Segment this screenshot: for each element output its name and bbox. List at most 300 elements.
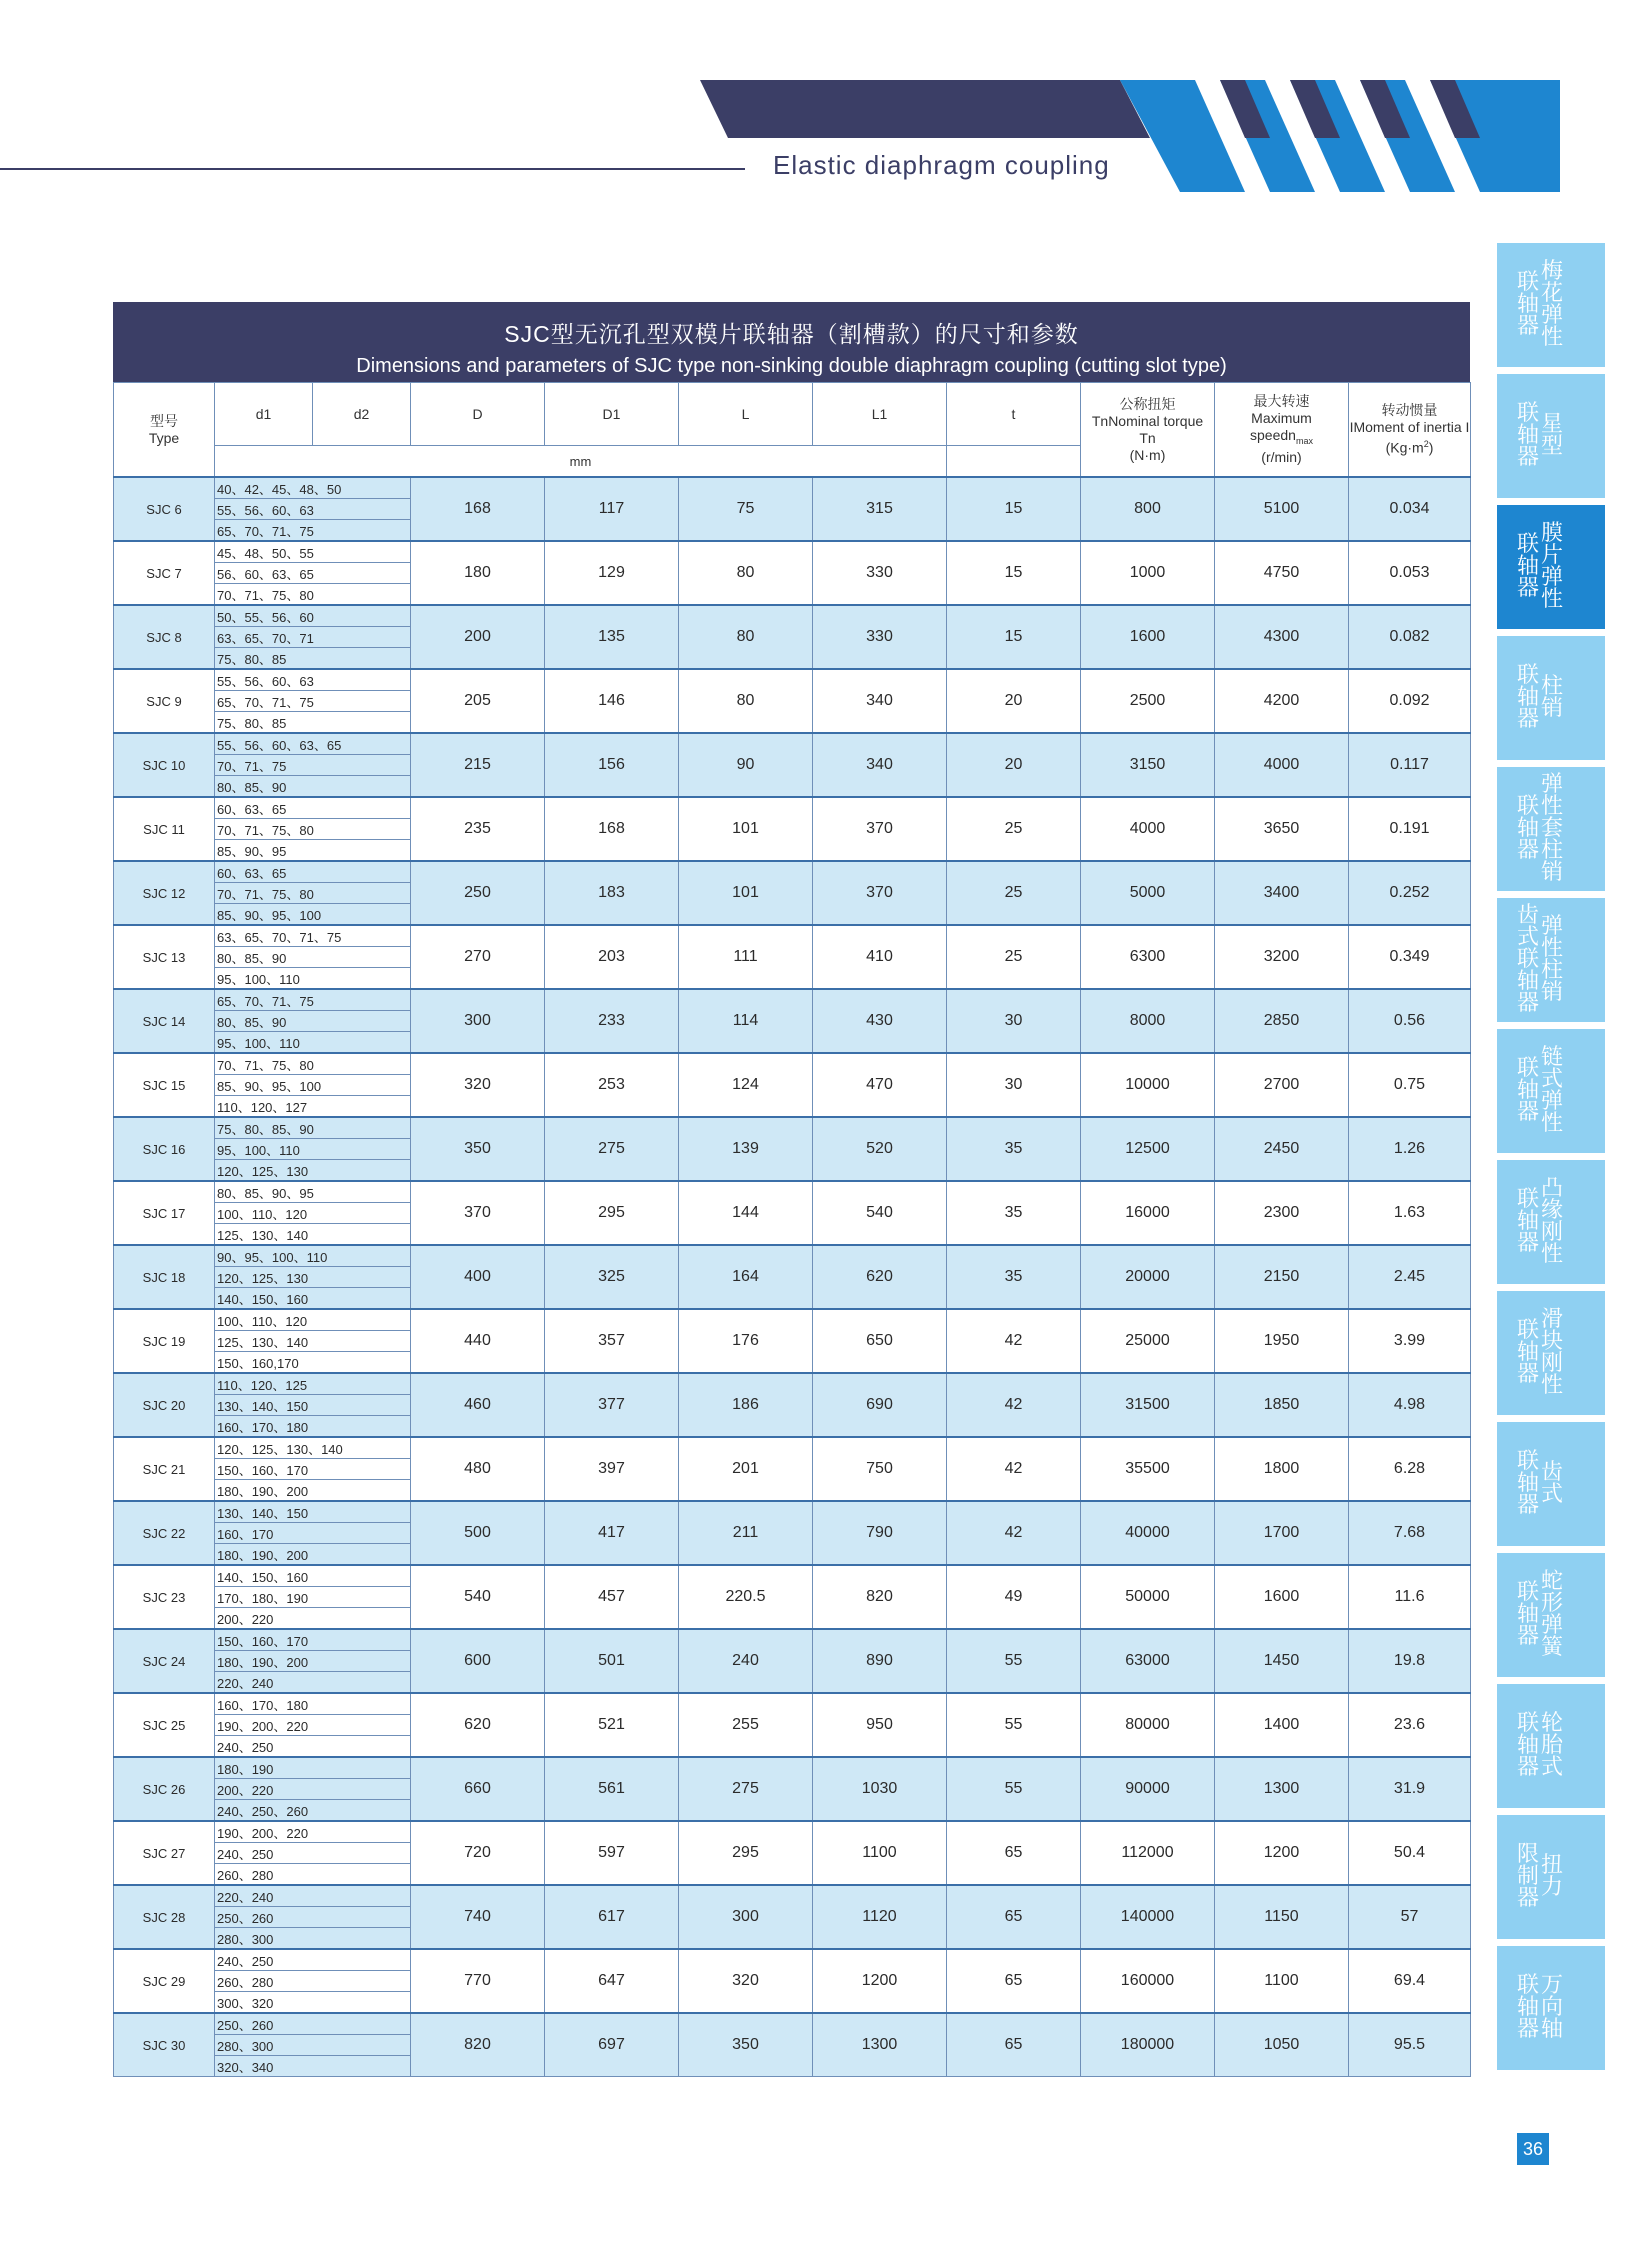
header-inertia: 转动惯量 IMoment of inertia I $(Kg\cdot m^2)$: [1349, 383, 1471, 478]
cell-i: 3.99: [1349, 1309, 1471, 1373]
cell-d1: 180、190、200: [215, 1544, 411, 1566]
cell-d1: 55、56、60、63: [215, 499, 411, 520]
cell-i: 11.6: [1349, 1565, 1471, 1629]
sidenav-item[interactable]: [1497, 243, 1605, 367]
cell-d1: 561: [545, 1757, 679, 1821]
cell-l1: 1300: [813, 2013, 947, 2077]
cell-type: SJC 16: [114, 1117, 215, 1181]
cell-d: 168: [411, 477, 545, 541]
table-body: [114, 477, 1471, 2077]
sidenav-item-label-2: 万 向 轴: [1541, 1973, 1564, 2042]
cell-d1: 203: [545, 925, 679, 989]
header-d2: d2: [313, 383, 411, 446]
table-row: [114, 1181, 1471, 1203]
cell-d: 480: [411, 1437, 545, 1501]
cell-type: SJC 29: [114, 1949, 215, 2013]
table-row: [114, 541, 1471, 563]
cell-tn: 1600: [1081, 605, 1215, 669]
cell-d1: 130、140、150: [215, 1395, 411, 1416]
cell-l1: 370: [813, 797, 947, 861]
cell-type: SJC 12: [114, 861, 215, 925]
cell-l1: 315: [813, 477, 947, 541]
cell-tn: 25000: [1081, 1309, 1215, 1373]
cell-tn: 80000: [1081, 1693, 1215, 1757]
cell-d1: 56、60、63、65: [215, 563, 411, 584]
cell-l: 320: [679, 1949, 813, 2013]
cell-l1: 820: [813, 1565, 947, 1629]
cell-n: 2450: [1215, 1117, 1349, 1181]
cell-n: 1850: [1215, 1373, 1349, 1437]
cell-t: 42: [947, 1373, 1081, 1437]
cell-d: 770: [411, 1949, 545, 2013]
cell-d: 200: [411, 605, 545, 669]
cell-l1: 540: [813, 1181, 947, 1245]
cell-l: 240: [679, 1629, 813, 1693]
cell-type: SJC 7: [114, 541, 215, 605]
cell-d: 350: [411, 1117, 545, 1181]
cell-l1: 430: [813, 989, 947, 1053]
cell-d1: 521: [545, 1693, 679, 1757]
cell-d1: 45、48、50、55: [215, 541, 411, 563]
sidenav-item-label-1: 联 轴 器: [1517, 532, 1540, 601]
cell-d1: 95、100、110: [215, 1139, 411, 1160]
cell-d: 180: [411, 541, 545, 605]
table-row: [114, 669, 1471, 691]
cell-l: 275: [679, 1757, 813, 1821]
sidenav-item-label-1: 联 轴 器: [1517, 401, 1540, 470]
cell-d1: 180、190、200: [215, 1651, 411, 1672]
cell-d1: 117: [545, 477, 679, 541]
sidenav-item[interactable]: [1497, 1291, 1605, 1415]
cell-d: 820: [411, 2013, 545, 2077]
cell-t: 42: [947, 1437, 1081, 1501]
cell-d: 235: [411, 797, 545, 861]
cell-i: 31.9: [1349, 1757, 1471, 1821]
sidenav-item[interactable]: [1497, 1815, 1605, 1939]
cell-l1: 750: [813, 1437, 947, 1501]
cell-d: 460: [411, 1373, 545, 1437]
table-row: [114, 477, 1471, 499]
cell-d1: 70、71、75、80: [215, 1053, 411, 1075]
header-type: 型号 Type: [114, 383, 215, 478]
cell-tn: 90000: [1081, 1757, 1215, 1821]
sidenav-item-label-2: 蛇 形 弹 簧: [1541, 1569, 1564, 1660]
table-title-cn: SJC型无沉孔型双模片联轴器（割槽款）的尺寸和参数: [504, 321, 1079, 347]
header-L: L: [679, 383, 813, 446]
table-row: [114, 1757, 1471, 1779]
cell-tn: 140000: [1081, 1885, 1215, 1949]
cell-n: 3400: [1215, 861, 1349, 925]
cell-d: 500: [411, 1501, 545, 1565]
table-row: [114, 1949, 1471, 1971]
cell-d1: 100、110、120: [215, 1203, 411, 1224]
sidenav-item[interactable]: [1497, 374, 1605, 498]
cell-d1: 240、250: [215, 1949, 411, 1971]
cell-tn: 1000: [1081, 541, 1215, 605]
sidenav-item[interactable]: [1497, 1553, 1605, 1677]
cell-i: 0.117: [1349, 733, 1471, 797]
sidenav-item[interactable]: [1497, 1029, 1605, 1153]
table-row: [114, 925, 1471, 947]
cell-d1: 63、65、70、71: [215, 627, 411, 648]
sidenav-item[interactable]: [1497, 898, 1605, 1022]
cell-type: SJC 25: [114, 1693, 215, 1757]
cell-n: 2300: [1215, 1181, 1349, 1245]
table-row: [114, 1245, 1471, 1267]
cell-d1: 110、120、125: [215, 1373, 411, 1395]
cell-t: 30: [947, 1053, 1081, 1117]
cell-d1: 95、100、110: [215, 1032, 411, 1054]
cell-type: SJC 20: [114, 1373, 215, 1437]
cell-tn: 800: [1081, 477, 1215, 541]
cell-d1: 110、120、127: [215, 1096, 411, 1118]
sidenav-item-label-1: 联 轴 器: [1517, 1973, 1540, 2042]
cell-d: 400: [411, 1245, 545, 1309]
sidenav-item-label-2: 弹 性 套 柱 销: [1541, 772, 1564, 885]
cell-d: 300: [411, 989, 545, 1053]
cell-type: SJC 18: [114, 1245, 215, 1309]
table-row: [114, 1565, 1471, 1587]
cell-n: 1400: [1215, 1693, 1349, 1757]
cell-d1: 146: [545, 669, 679, 733]
cell-t: 65: [947, 1949, 1081, 2013]
cell-type: SJC 9: [114, 669, 215, 733]
header-torque: 公称扭矩 TnNominal torque Tn (N·m): [1081, 383, 1215, 478]
cell-i: 0.252: [1349, 861, 1471, 925]
cell-i: 0.75: [1349, 1053, 1471, 1117]
cell-d: 320: [411, 1053, 545, 1117]
table-row: [114, 989, 1471, 1011]
cell-tn: 3150: [1081, 733, 1215, 797]
cell-d1: 80、85、90: [215, 776, 411, 798]
cell-d1: 150、160,170: [215, 1352, 411, 1374]
sidenav-item-label-1: 联 轴 器: [1517, 1318, 1540, 1387]
cell-d1: 170、180、190: [215, 1587, 411, 1608]
cell-d1: 55、56、60、63、65: [215, 733, 411, 755]
cell-d1: 295: [545, 1181, 679, 1245]
header-unit-mm: mm: [215, 446, 947, 478]
cell-tn: 16000: [1081, 1181, 1215, 1245]
cell-type: SJC 10: [114, 733, 215, 797]
sidenav-item-label-1: 联 轴 器: [1517, 794, 1540, 863]
cell-d1: 183: [545, 861, 679, 925]
cell-d1: 95、100、110: [215, 968, 411, 990]
cell-d: 620: [411, 1693, 545, 1757]
cell-n: 1800: [1215, 1437, 1349, 1501]
cell-d1: 129: [545, 541, 679, 605]
cell-i: 4.98: [1349, 1373, 1471, 1437]
cell-d1: 357: [545, 1309, 679, 1373]
cell-l1: 1100: [813, 1821, 947, 1885]
cell-tn: 160000: [1081, 1949, 1215, 2013]
cell-l: 176: [679, 1309, 813, 1373]
cell-tn: 12500: [1081, 1117, 1215, 1181]
cell-i: 69.4: [1349, 1949, 1471, 2013]
table-title-en: Dimensions and parameters of SJC type non-sinking double diaphragm coupling (cutting slot type): [356, 355, 1227, 377]
cell-n: 1700: [1215, 1501, 1349, 1565]
cell-i: 2.45: [1349, 1245, 1471, 1309]
cell-d1: 40、42、45、48、50: [215, 477, 411, 499]
cell-d1: 417: [545, 1501, 679, 1565]
cell-t: 55: [947, 1757, 1081, 1821]
cell-tn: 4000: [1081, 797, 1215, 861]
cell-d1: 80、85、90、95: [215, 1181, 411, 1203]
table-row: [114, 2013, 1471, 2035]
cell-l: 80: [679, 541, 813, 605]
table-row: [114, 797, 1471, 819]
cell-l: 80: [679, 605, 813, 669]
cell-d1: 280、300: [215, 1928, 411, 1950]
table-row: [114, 605, 1471, 627]
cell-d1: 63、65、70、71、75: [215, 925, 411, 947]
cell-l: 300: [679, 1885, 813, 1949]
cell-n: 2850: [1215, 989, 1349, 1053]
cell-t: 42: [947, 1501, 1081, 1565]
sidenav-item-label-1: 联 轴 器: [1517, 270, 1540, 339]
cell-l: 220.5: [679, 1565, 813, 1629]
cell-t: 20: [947, 733, 1081, 797]
cell-tn: 5000: [1081, 861, 1215, 925]
table-row: [114, 1821, 1471, 1843]
cell-d1: 260、280: [215, 1864, 411, 1886]
cell-l: 211: [679, 1501, 813, 1565]
cell-n: 1950: [1215, 1309, 1349, 1373]
table-row: [114, 861, 1471, 883]
table-row: [114, 1117, 1471, 1139]
sidenav-item-label-2: 膜 片 弹 性: [1541, 521, 1564, 612]
side-navigation: [1497, 243, 1605, 2077]
page-number: 36: [1517, 2133, 1549, 2165]
cell-d1: 168: [545, 797, 679, 861]
cell-d1: 150、160、170: [215, 1629, 411, 1651]
cell-t: 15: [947, 605, 1081, 669]
cell-type: SJC 13: [114, 925, 215, 989]
cell-l1: 890: [813, 1629, 947, 1693]
cell-t: 20: [947, 669, 1081, 733]
cell-d1: 160、170: [215, 1523, 411, 1544]
cell-i: 0.034: [1349, 477, 1471, 541]
cell-tn: 6300: [1081, 925, 1215, 989]
cell-tn: 180000: [1081, 2013, 1215, 2077]
cell-i: 19.8: [1349, 1629, 1471, 1693]
cell-n: 2700: [1215, 1053, 1349, 1117]
cell-d1: 70、71、75、80: [215, 883, 411, 904]
cell-i: 0.349: [1349, 925, 1471, 989]
cell-t: 55: [947, 1693, 1081, 1757]
cell-d1: 90、95、100、110: [215, 1245, 411, 1267]
cell-l1: 1120: [813, 1885, 947, 1949]
cell-d1: 55、56、60、63: [215, 669, 411, 691]
cell-d1: 617: [545, 1885, 679, 1949]
cell-d1: 80、85、90: [215, 947, 411, 968]
sidenav-item-label-1: 联 轴 器: [1517, 1056, 1540, 1125]
cell-d1: 120、125、130: [215, 1267, 411, 1288]
cell-l: 90: [679, 733, 813, 797]
sidenav-item-label-2: 柱 销: [1541, 674, 1564, 721]
sidenav-item-label-2: 梅 花 弹 性: [1541, 259, 1564, 350]
cell-d: 600: [411, 1629, 545, 1693]
cell-l: 295: [679, 1821, 813, 1885]
header-L1: L1: [813, 383, 947, 446]
cell-n: 1100: [1215, 1949, 1349, 2013]
cell-l: 101: [679, 797, 813, 861]
cell-i: 50.4: [1349, 1821, 1471, 1885]
cell-d1: 697: [545, 2013, 679, 2077]
cell-type: SJC 28: [114, 1885, 215, 1949]
sidenav-item-label-1: 联 轴 器: [1517, 1711, 1540, 1780]
cell-i: 1.26: [1349, 1117, 1471, 1181]
sidenav-item[interactable]: [1497, 767, 1605, 891]
cell-t: 35: [947, 1181, 1081, 1245]
cell-i: 0.053: [1349, 541, 1471, 605]
table-row: [114, 1437, 1471, 1459]
cell-tn: 31500: [1081, 1373, 1215, 1437]
cell-d1: 275: [545, 1117, 679, 1181]
sidenav-item[interactable]: [1497, 505, 1605, 629]
cell-d1: 397: [545, 1437, 679, 1501]
sidenav-item-label-2: 星 型: [1541, 412, 1564, 459]
cell-d1: 300、320: [215, 1992, 411, 2014]
cell-t: 25: [947, 925, 1081, 989]
sidenav-item-label-2: 轮 胎 式: [1541, 1711, 1564, 1780]
cell-d1: 190、200、220: [215, 1715, 411, 1736]
cell-d1: 75、80、85: [215, 712, 411, 734]
cell-i: 0.082: [1349, 605, 1471, 669]
cell-d: 720: [411, 1821, 545, 1885]
cell-d1: 140、150、160: [215, 1288, 411, 1310]
cell-d1: 70、71、75、80: [215, 584, 411, 606]
header-t: t: [947, 383, 1081, 446]
cell-tn: 2500: [1081, 669, 1215, 733]
cell-type: SJC 26: [114, 1757, 215, 1821]
cell-d1: 240、250: [215, 1736, 411, 1758]
cell-t: 42: [947, 1309, 1081, 1373]
cell-type: SJC 21: [114, 1437, 215, 1501]
cell-d1: 85、90、95、100: [215, 904, 411, 926]
sidenav-item-label-1: 联 轴 器: [1517, 1580, 1540, 1649]
sidenav-item[interactable]: [1497, 1946, 1605, 2070]
sidenav-item[interactable]: [1497, 636, 1605, 760]
cell-type: SJC 30: [114, 2013, 215, 2077]
cell-d1: 125、130、140: [215, 1331, 411, 1352]
cell-l: 101: [679, 861, 813, 925]
cell-l: 255: [679, 1693, 813, 1757]
cell-i: 1.63: [1349, 1181, 1471, 1245]
cell-t: 25: [947, 861, 1081, 925]
cell-n: 2150: [1215, 1245, 1349, 1309]
cell-d: 540: [411, 1565, 545, 1629]
cell-d1: 156: [545, 733, 679, 797]
cell-type: SJC 23: [114, 1565, 215, 1629]
cell-d1: 220、240: [215, 1672, 411, 1694]
cell-i: 57: [1349, 1885, 1471, 1949]
cell-n: 1300: [1215, 1757, 1349, 1821]
cell-d1: 325: [545, 1245, 679, 1309]
cell-type: SJC 15: [114, 1053, 215, 1117]
cell-d1: 100、110、120: [215, 1309, 411, 1331]
header-d1: d1: [215, 383, 313, 446]
cell-n: 1200: [1215, 1821, 1349, 1885]
cell-d1: 50、55、56、60: [215, 605, 411, 627]
cell-n: 3200: [1215, 925, 1349, 989]
cell-tn: 40000: [1081, 1501, 1215, 1565]
cell-d: 740: [411, 1885, 545, 1949]
cell-d1: 160、170、180: [215, 1693, 411, 1715]
header-rule: [0, 168, 745, 170]
cell-type: SJC 17: [114, 1181, 215, 1245]
cell-i: 7.68: [1349, 1501, 1471, 1565]
cell-i: 23.6: [1349, 1693, 1471, 1757]
sidenav-item-label-1: 联 轴 器: [1517, 663, 1540, 732]
cell-tn: 20000: [1081, 1245, 1215, 1309]
header-D: D: [411, 383, 545, 446]
cell-tn: 112000: [1081, 1821, 1215, 1885]
table-row: [114, 733, 1471, 755]
cell-d: 215: [411, 733, 545, 797]
sidenav-item-label-1: 齿 式 联 轴 器: [1517, 903, 1540, 1016]
cell-d1: 75、80、85、90: [215, 1117, 411, 1139]
cell-n: 1150: [1215, 1885, 1349, 1949]
cell-d1: 377: [545, 1373, 679, 1437]
table-row: [114, 1373, 1471, 1395]
cell-d1: 80、85、90: [215, 1011, 411, 1032]
cell-l1: 650: [813, 1309, 947, 1373]
page-title: Elastic diaphragm coupling: [773, 150, 1110, 180]
cell-l: 186: [679, 1373, 813, 1437]
cell-n: 4750: [1215, 541, 1349, 605]
sidenav-item[interactable]: [1497, 1160, 1605, 1284]
header-speed: 最大转速 Maximum speedn$_{max}$ (r/min): [1215, 383, 1349, 478]
cell-d1: 180、190: [215, 1757, 411, 1779]
cell-l: 350: [679, 2013, 813, 2077]
cell-t: 15: [947, 541, 1081, 605]
cell-i: 0.092: [1349, 669, 1471, 733]
cell-l: 144: [679, 1181, 813, 1245]
sidenav-item-label-2: 扭 力: [1541, 1853, 1564, 1900]
cell-d1: 65、70、71、75: [215, 520, 411, 542]
cell-t: 35: [947, 1245, 1081, 1309]
cell-d1: 65、70、71、75: [215, 691, 411, 712]
cell-tn: 63000: [1081, 1629, 1215, 1693]
cell-d1: 597: [545, 1821, 679, 1885]
cell-n: 1050: [1215, 2013, 1349, 2077]
cell-t: 65: [947, 1821, 1081, 1885]
cell-d1: 85、90、95、100: [215, 1075, 411, 1096]
cell-d: 440: [411, 1309, 545, 1373]
sidenav-item[interactable]: [1497, 1422, 1605, 1546]
spec-table-container: [113, 302, 1470, 2077]
cell-type: SJC 6: [114, 477, 215, 541]
cell-l1: 370: [813, 861, 947, 925]
cell-d1: 240、250: [215, 1843, 411, 1864]
cell-type: SJC 19: [114, 1309, 215, 1373]
cell-l1: 620: [813, 1245, 947, 1309]
sidenav-item-label-1: 限 制 器: [1517, 1842, 1540, 1911]
cell-d1: 250、260: [215, 1907, 411, 1928]
cell-l1: 410: [813, 925, 947, 989]
sidenav-item[interactable]: [1497, 1684, 1605, 1808]
cell-d1: 233: [545, 989, 679, 1053]
cell-t: 65: [947, 1885, 1081, 1949]
cell-t: 15: [947, 477, 1081, 541]
cell-n: 5100: [1215, 477, 1349, 541]
cell-d1: 150、160、170: [215, 1459, 411, 1480]
sidenav-item-label-2: 凸 缘 刚 性: [1541, 1176, 1564, 1267]
sidenav-item-label-2: 滑 块 刚 性: [1541, 1307, 1564, 1398]
cell-d: 250: [411, 861, 545, 925]
cell-type: SJC 14: [114, 989, 215, 1053]
sidenav-item-label-1: 联 轴 器: [1517, 1187, 1540, 1256]
